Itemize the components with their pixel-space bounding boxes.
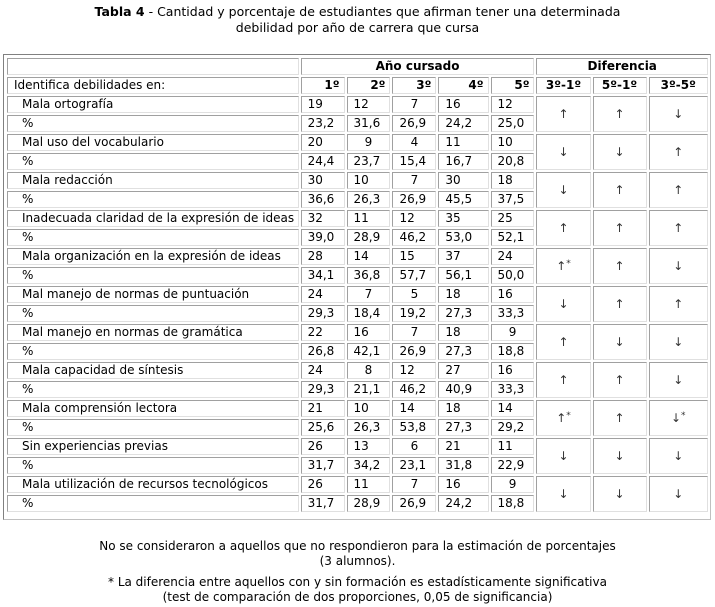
count-cell: 25 [491, 210, 535, 227]
percent-cell: 53,8 [392, 419, 436, 436]
count-cell: 16 [347, 324, 391, 341]
percent-cell: 31,8 [438, 457, 488, 474]
percent-cell: 40,9 [438, 381, 488, 398]
count-cell: 9 [491, 324, 535, 341]
percent-cell: 18,8 [491, 343, 535, 360]
row-label: Mala redacción [7, 172, 299, 189]
col-year-1: 1º [301, 77, 345, 94]
difference-cell [536, 286, 590, 322]
percent-label: % [7, 343, 299, 360]
count-cell: 20 [301, 134, 345, 151]
percent-cell: 56,1 [438, 267, 488, 284]
percent-cell: 52,1 [491, 229, 535, 246]
percent-cell: 27,3 [438, 419, 488, 436]
arrow-down-icon: ↓ [558, 144, 569, 159]
arrow-up-icon: ↑ [673, 144, 684, 159]
difference-cell [593, 400, 647, 436]
col-year-2: 2º [347, 77, 391, 94]
row-label: Mala organización en la expresión de ideas [7, 248, 299, 265]
count-cell: 26 [301, 476, 345, 493]
count-cell: 7 [392, 96, 436, 113]
count-cell: 11 [438, 134, 488, 151]
percent-cell: 25,0 [491, 115, 535, 132]
percent-cell: 34,2 [347, 457, 391, 474]
year-group-header: Año cursado [301, 58, 535, 75]
row-label: Sin experiencias previas [7, 438, 299, 455]
table-row-counts [7, 400, 708, 417]
data-table-frame [3, 54, 711, 520]
table-caption-label: Tabla 4 [94, 4, 145, 19]
count-cell: 5 [392, 286, 436, 303]
count-cell: 28 [301, 248, 345, 265]
arrow-up-icon: ↑ [673, 220, 684, 235]
row-label: Mala comprensión lectora [7, 400, 299, 417]
count-cell: 27 [438, 362, 488, 379]
empty-header-cell [7, 58, 299, 75]
percent-cell: 57,7 [392, 267, 436, 284]
count-cell: 30 [301, 172, 345, 189]
difference-cell [649, 324, 708, 360]
percent-cell: 16,7 [438, 153, 488, 170]
arrow-up-icon: ↑ [614, 106, 625, 121]
col-diff-5-1: 5º-1º [593, 77, 647, 94]
percent-cell: 25,6 [301, 419, 345, 436]
arrow-down-icon: ↓ [673, 106, 684, 121]
significance-marker: * [566, 410, 571, 421]
percent-label: % [7, 115, 299, 132]
arrow-up-icon: ↑ [614, 220, 625, 235]
difference-cell [649, 286, 708, 322]
percent-cell: 23,2 [301, 115, 345, 132]
percent-cell: 36,8 [347, 267, 391, 284]
note-significance-line1: * La diferencia entre aquellos con y sin formación es estadísticamente significativa [108, 575, 607, 589]
difference-cell [536, 96, 590, 132]
percent-cell: 26,9 [392, 343, 436, 360]
table-row-counts [7, 286, 708, 303]
count-cell: 4 [392, 134, 436, 151]
count-cell: 18 [438, 324, 488, 341]
column-header-row [7, 77, 708, 94]
count-cell: 10 [347, 172, 391, 189]
arrow-down-icon: ↓ [673, 448, 684, 463]
difference-cell [593, 324, 647, 360]
count-cell: 22 [301, 324, 345, 341]
group-header-row [7, 58, 708, 75]
percent-label: % [7, 153, 299, 170]
percent-cell: 24,4 [301, 153, 345, 170]
difference-group-header: Diferencia [536, 58, 708, 75]
percent-cell: 46,2 [392, 229, 436, 246]
difference-cell [649, 476, 708, 512]
table-row-counts [7, 438, 708, 455]
arrow-up-icon: ↑ [614, 182, 625, 197]
difference-cell [536, 210, 590, 246]
percent-cell: 26,9 [392, 191, 436, 208]
arrow-down-icon: ↓ [614, 144, 625, 159]
count-cell: 11 [491, 438, 535, 455]
difference-cell [593, 96, 647, 132]
col-year-3: 3º [392, 77, 436, 94]
table-caption [0, 4, 715, 36]
percent-cell: 33,3 [491, 305, 535, 322]
count-cell: 24 [301, 362, 345, 379]
difference-cell [649, 248, 708, 284]
percent-cell: 31,7 [301, 495, 345, 512]
difference-cell [593, 172, 647, 208]
arrow-down-icon: ↓ [614, 334, 625, 349]
difference-cell [593, 362, 647, 398]
arrow-up-icon: ↑ [558, 372, 569, 387]
count-cell: 9 [347, 134, 391, 151]
table-row-counts [7, 172, 708, 189]
percent-cell: 23,1 [392, 457, 436, 474]
percent-label: % [7, 305, 299, 322]
count-cell: 12 [392, 210, 436, 227]
arrow-up-icon: ↑ [673, 182, 684, 197]
count-cell: 14 [392, 400, 436, 417]
percent-cell: 36,6 [301, 191, 345, 208]
count-cell: 6 [392, 438, 436, 455]
percent-cell: 24,2 [438, 495, 488, 512]
count-cell: 26 [301, 438, 345, 455]
difference-cell [649, 172, 708, 208]
col-year-5: 5º [491, 77, 535, 94]
difference-cell [593, 248, 647, 284]
arrow-down-icon: ↓ [558, 182, 569, 197]
count-cell: 7 [392, 476, 436, 493]
difference-cell [536, 476, 590, 512]
count-cell: 21 [438, 438, 488, 455]
count-cell: 37 [438, 248, 488, 265]
arrow-up-icon: ↑ [614, 296, 625, 311]
count-cell: 11 [347, 476, 391, 493]
difference-cell [536, 438, 590, 474]
table-row-counts [7, 362, 708, 379]
percent-cell: 31,6 [347, 115, 391, 132]
difference-cell [649, 362, 708, 398]
percent-label: % [7, 191, 299, 208]
arrow-up-icon: ↑ [558, 334, 569, 349]
row-label: Mal manejo de normas de puntuación [7, 286, 299, 303]
percent-cell: 37,5 [491, 191, 535, 208]
percent-label: % [7, 381, 299, 398]
percent-cell: 45,5 [438, 191, 488, 208]
table-caption-text: - Cantidad y porcentaje de estudiantes que afirman tener una determinada [144, 4, 621, 19]
data-table [5, 56, 710, 514]
percent-cell: 18,4 [347, 305, 391, 322]
arrow-up-icon: ↑ [558, 106, 569, 121]
note-nonresponse [0, 539, 715, 569]
difference-cell [649, 438, 708, 474]
count-cell: 8 [347, 362, 391, 379]
percent-cell: 20,8 [491, 153, 535, 170]
percent-cell: 23,7 [347, 153, 391, 170]
percent-cell: 18,8 [491, 495, 535, 512]
difference-cell [649, 96, 708, 132]
count-cell: 14 [347, 248, 391, 265]
percent-label: % [7, 457, 299, 474]
percent-cell: 21,1 [347, 381, 391, 398]
count-cell: 11 [347, 210, 391, 227]
percent-cell: 15,4 [392, 153, 436, 170]
difference-cell [649, 210, 708, 246]
row-label: Mala utilización de recursos tecnológicos [7, 476, 299, 493]
count-cell: 12 [392, 362, 436, 379]
percent-cell: 22,9 [491, 457, 535, 474]
percent-cell: 19,2 [392, 305, 436, 322]
arrow-down-icon: ↓ [673, 486, 684, 501]
count-cell: 35 [438, 210, 488, 227]
row-label: Inadecuada claridad de la expresión de ideas [7, 210, 299, 227]
arrow-up-icon: ↑ [556, 258, 567, 273]
percent-cell: 39,0 [301, 229, 345, 246]
count-cell: 16 [491, 362, 535, 379]
count-cell: 13 [347, 438, 391, 455]
col-year-4: 4º [438, 77, 488, 94]
arrow-down-icon: ↓ [673, 334, 684, 349]
percent-cell: 29,3 [301, 305, 345, 322]
difference-cell [649, 400, 708, 436]
percent-cell: 27,3 [438, 305, 488, 322]
count-cell: 16 [438, 476, 488, 493]
col-diff-3-1: 3º-1º [536, 77, 590, 94]
difference-cell [593, 210, 647, 246]
arrow-down-icon: ↓ [558, 296, 569, 311]
arrow-down-icon: ↓ [673, 372, 684, 387]
count-cell: 9 [491, 476, 535, 493]
difference-cell [593, 134, 647, 170]
percent-label: % [7, 495, 299, 512]
percent-label: % [7, 229, 299, 246]
row-label: Mala capacidad de síntesis [7, 362, 299, 379]
table-row-counts [7, 476, 708, 493]
note-nonresponse-line2: (3 alumnos). [319, 554, 396, 568]
count-cell: 14 [491, 400, 535, 417]
arrow-up-icon: ↑ [614, 372, 625, 387]
significance-marker: * [566, 258, 571, 269]
row-header-label: Identifica debilidades en: [7, 77, 299, 94]
percent-cell: 29,3 [301, 381, 345, 398]
count-cell: 10 [347, 400, 391, 417]
percent-cell: 27,3 [438, 343, 488, 360]
difference-cell [536, 248, 590, 284]
table-row-counts [7, 134, 708, 151]
arrow-down-icon: ↓ [673, 258, 684, 273]
table-caption-line2: debilidad por año de carrera que cursa [235, 20, 480, 35]
significance-marker: * [681, 410, 686, 421]
percent-cell: 33,3 [491, 381, 535, 398]
table-row-counts [7, 324, 708, 341]
count-cell: 7 [347, 286, 391, 303]
row-label: Mal uso del vocabulario [7, 134, 299, 151]
percent-cell: 50,0 [491, 267, 535, 284]
count-cell: 18 [491, 172, 535, 189]
note-significance-line2: (test de comparación de dos proporciones, 0,05 de significancia) [162, 590, 553, 604]
difference-cell [536, 172, 590, 208]
count-cell: 7 [392, 172, 436, 189]
percent-cell: 26,3 [347, 419, 391, 436]
arrow-down-icon: ↓ [614, 486, 625, 501]
count-cell: 18 [438, 400, 488, 417]
count-cell: 12 [347, 96, 391, 113]
arrow-up-icon: ↑ [614, 410, 625, 425]
count-cell: 21 [301, 400, 345, 417]
percent-cell: 26,3 [347, 191, 391, 208]
table-body [7, 96, 708, 512]
percent-cell: 53,0 [438, 229, 488, 246]
count-cell: 12 [491, 96, 535, 113]
table-row-counts [7, 210, 708, 227]
percent-cell: 28,9 [347, 495, 391, 512]
percent-cell: 42,1 [347, 343, 391, 360]
arrow-up-icon: ↑ [556, 410, 567, 425]
percent-cell: 26,9 [392, 115, 436, 132]
difference-cell [536, 134, 590, 170]
count-cell: 24 [301, 286, 345, 303]
note-nonresponse-line1: No se consideraron a aquellos que no respondieron para la estimación de porcentajes [99, 539, 616, 553]
count-cell: 15 [392, 248, 436, 265]
percent-cell: 26,9 [392, 495, 436, 512]
difference-cell [593, 286, 647, 322]
percent-label: % [7, 267, 299, 284]
difference-cell [649, 134, 708, 170]
count-cell: 24 [491, 248, 535, 265]
count-cell: 32 [301, 210, 345, 227]
difference-cell [536, 362, 590, 398]
arrow-down-icon: ↓ [558, 486, 569, 501]
count-cell: 19 [301, 96, 345, 113]
count-cell: 18 [438, 286, 488, 303]
count-cell: 10 [491, 134, 535, 151]
percent-cell: 24,2 [438, 115, 488, 132]
arrow-down-icon: ↓ [670, 410, 682, 425]
row-label: Mal manejo en normas de gramática [7, 324, 299, 341]
table-row-counts [7, 248, 708, 265]
count-cell: 7 [392, 324, 436, 341]
percent-cell: 34,1 [301, 267, 345, 284]
difference-cell [593, 438, 647, 474]
percent-cell: 46,2 [392, 381, 436, 398]
row-label: Mala ortografía [7, 96, 299, 113]
percent-label: % [7, 419, 299, 436]
arrow-up-icon: ↑ [614, 258, 625, 273]
arrow-up-icon: ↑ [673, 296, 684, 311]
difference-cell [536, 324, 590, 360]
arrow-down-icon: ↓ [558, 448, 569, 463]
difference-cell [536, 400, 590, 436]
count-cell: 30 [438, 172, 488, 189]
arrow-down-icon: ↓ [614, 448, 625, 463]
percent-cell: 31,7 [301, 457, 345, 474]
table-row-counts [7, 96, 708, 113]
difference-cell [593, 476, 647, 512]
percent-cell: 29,2 [491, 419, 535, 436]
count-cell: 16 [438, 96, 488, 113]
arrow-up-icon: ↑ [558, 220, 569, 235]
note-significance [0, 575, 715, 605]
percent-cell: 26,8 [301, 343, 345, 360]
percent-cell: 28,9 [347, 229, 391, 246]
col-diff-3-5: 3º-5º [649, 77, 708, 94]
count-cell: 16 [491, 286, 535, 303]
